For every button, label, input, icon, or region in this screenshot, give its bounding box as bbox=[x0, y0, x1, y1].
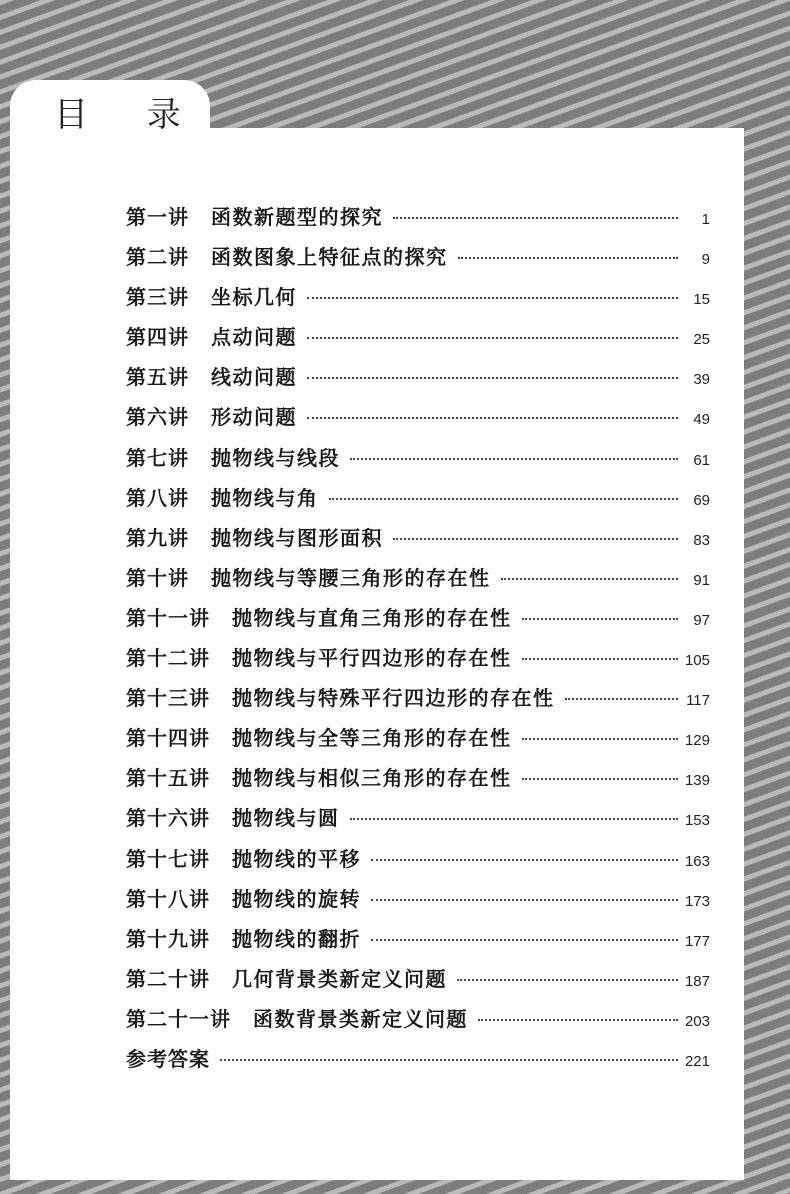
toc-lecture: 第十八讲 bbox=[126, 886, 210, 911]
dot-leader bbox=[522, 778, 679, 780]
toc-topic: 抛物线与全等三角形的存在性 bbox=[232, 726, 512, 751]
toc-topic: 抛物线与等腰三角形的存在性 bbox=[211, 565, 491, 590]
toc-page-number: 203 bbox=[684, 1012, 710, 1030]
toc-lecture: 第四讲 bbox=[126, 325, 189, 350]
toc-lecture: 第一讲 bbox=[126, 205, 189, 229]
toc-entry[interactable] bbox=[126, 281, 710, 321]
toc-page-number: 187 bbox=[684, 972, 710, 990]
toc-page-number: 117 bbox=[686, 692, 710, 710]
toc-topic: 抛物线与图形面积 bbox=[211, 525, 383, 550]
dot-leader bbox=[501, 578, 679, 580]
toc-lecture: 第六讲 bbox=[126, 405, 189, 430]
toc-entry[interactable] bbox=[126, 482, 710, 522]
dot-leader bbox=[371, 899, 678, 901]
toc-entry[interactable] bbox=[126, 923, 710, 963]
toc-page-number: 61 bbox=[693, 451, 710, 469]
toc-page-number: 129 bbox=[684, 732, 710, 750]
toc-topic: 函数背景类新定义问题 bbox=[253, 1006, 468, 1031]
toc-topic: 抛物线与相似三角形的存在性 bbox=[232, 766, 512, 791]
toc-entry[interactable] bbox=[126, 802, 710, 842]
toc-entry[interactable] bbox=[126, 602, 710, 642]
toc-topic: 线动问题 bbox=[211, 365, 297, 390]
toc-lecture: 第七讲 bbox=[126, 445, 189, 470]
toc-lecture: 第二讲 bbox=[126, 245, 189, 270]
toc-entry[interactable] bbox=[126, 722, 710, 762]
toc-topic: 抛物线与角 bbox=[211, 485, 319, 510]
toc-page-number: 83 bbox=[693, 531, 710, 549]
toc-entry[interactable] bbox=[126, 642, 710, 682]
toc-lecture: 第八讲 bbox=[126, 485, 189, 510]
dot-leader bbox=[350, 818, 679, 820]
dot-leader bbox=[522, 658, 679, 660]
dot-leader bbox=[329, 498, 679, 500]
dot-leader bbox=[307, 377, 678, 379]
toc-entry[interactable] bbox=[126, 963, 710, 1003]
dot-leader bbox=[522, 618, 679, 620]
toc-entry[interactable] bbox=[126, 361, 710, 401]
toc-entry[interactable] bbox=[126, 762, 710, 802]
toc-entry[interactable] bbox=[126, 401, 710, 441]
dot-leader bbox=[371, 859, 678, 861]
dot-leader bbox=[393, 538, 678, 540]
toc-topic: 形动问题 bbox=[211, 405, 297, 430]
toc-entry[interactable] bbox=[126, 843, 710, 883]
toc-lecture: 第十三讲 bbox=[126, 686, 210, 711]
toc-lecture: 第三讲 bbox=[126, 285, 189, 310]
toc-topic: 抛物线与平行四边形的存在性 bbox=[232, 646, 512, 671]
toc-page-number: 163 bbox=[684, 852, 710, 870]
toc-lecture: 参考答案 bbox=[126, 1046, 210, 1071]
dot-leader bbox=[458, 257, 679, 259]
toc-topic: 坐标几何 bbox=[211, 285, 297, 310]
dot-leader bbox=[457, 979, 678, 981]
toc-page-number: 221 bbox=[684, 1052, 710, 1070]
dot-leader bbox=[371, 939, 678, 941]
toc-page-number: 9 bbox=[701, 251, 710, 269]
toc-page-number: 153 bbox=[684, 812, 710, 830]
toc-lecture: 第十六讲 bbox=[126, 806, 210, 831]
table-of-contents bbox=[126, 201, 710, 1083]
toc-lecture: 第十二讲 bbox=[126, 646, 210, 671]
toc-topic: 抛物线与特殊平行四边形的存在性 bbox=[232, 686, 555, 711]
toc-page-number: 173 bbox=[684, 892, 710, 910]
dot-leader bbox=[522, 738, 679, 740]
toc-topic: 抛物线与直角三角形的存在性 bbox=[232, 605, 512, 630]
page-title: 目 录 bbox=[54, 95, 205, 135]
dot-leader bbox=[478, 1019, 678, 1021]
toc-topic: 抛物线的翻折 bbox=[232, 926, 361, 951]
toc-topic: 函数新题型的探究 bbox=[211, 205, 383, 229]
toc-page-number: 1 bbox=[701, 211, 710, 228]
toc-entry[interactable] bbox=[126, 562, 710, 602]
dot-leader bbox=[565, 698, 679, 700]
toc-page-number: 105 bbox=[684, 652, 710, 670]
toc-page-number: 69 bbox=[693, 491, 710, 509]
toc-topic: 几何背景类新定义问题 bbox=[232, 966, 447, 991]
dot-leader bbox=[350, 458, 678, 460]
toc-page-number: 139 bbox=[684, 772, 710, 790]
toc-lecture: 第二十讲 bbox=[126, 966, 210, 991]
toc-entry[interactable] bbox=[126, 241, 710, 281]
toc-page-number: 91 bbox=[693, 571, 710, 589]
dot-leader bbox=[307, 297, 678, 299]
dot-leader bbox=[307, 337, 678, 339]
toc-topic: 函数图象上特征点的探究 bbox=[211, 245, 448, 270]
toc-lecture: 第九讲 bbox=[126, 525, 189, 550]
toc-topic: 抛物线的平移 bbox=[232, 846, 361, 871]
toc-lecture: 第十五讲 bbox=[126, 766, 210, 791]
toc-lecture: 第五讲 bbox=[126, 365, 189, 390]
toc-lecture: 第二十一讲 bbox=[126, 1006, 231, 1031]
toc-page-number: 25 bbox=[693, 331, 710, 349]
toc-entry[interactable] bbox=[126, 522, 710, 562]
dot-leader bbox=[393, 217, 678, 219]
toc-lecture: 第十四讲 bbox=[126, 726, 210, 751]
toc-topic: 抛物线的旋转 bbox=[232, 886, 361, 911]
toc-page-number: 97 bbox=[693, 611, 710, 629]
toc-entry[interactable] bbox=[126, 321, 710, 361]
toc-page-number: 15 bbox=[693, 291, 710, 309]
toc-page-number: 39 bbox=[693, 371, 710, 389]
toc-topic: 抛物线与圆 bbox=[232, 806, 340, 831]
toc-lecture: 第十讲 bbox=[126, 565, 189, 590]
toc-topic: 抛物线与线段 bbox=[211, 445, 340, 470]
toc-page-number: 49 bbox=[693, 411, 710, 429]
toc-entry[interactable] bbox=[126, 201, 710, 241]
toc-topic: 点动问题 bbox=[211, 325, 297, 350]
dot-leader bbox=[307, 417, 678, 419]
dot-leader bbox=[220, 1059, 678, 1061]
toc-lecture: 第十七讲 bbox=[126, 846, 210, 871]
toc-entry[interactable] bbox=[126, 1043, 710, 1083]
toc-entry[interactable] bbox=[126, 1003, 710, 1043]
toc-entry[interactable] bbox=[126, 883, 710, 923]
toc-page-number: 177 bbox=[684, 932, 710, 950]
toc-lecture: 第十一讲 bbox=[126, 605, 210, 630]
toc-entry[interactable] bbox=[126, 442, 710, 482]
toc-lecture: 第十九讲 bbox=[126, 926, 210, 951]
toc-entry[interactable] bbox=[126, 682, 710, 722]
